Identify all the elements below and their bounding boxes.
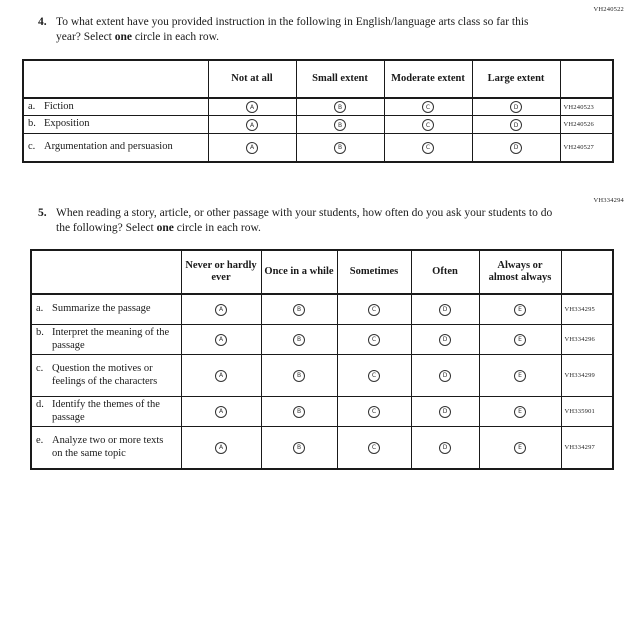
answer-circle[interactable]: D <box>510 142 522 154</box>
row-code: VH240526 <box>560 116 613 134</box>
column-header: Not at all <box>208 60 296 98</box>
answer-circle[interactable]: E <box>514 442 526 454</box>
row-label <box>31 294 181 324</box>
q4-text: To what extent have you provided instruction in the following in English/language arts class so far this year? Select one circle in each row. <box>56 16 529 43</box>
answer-circle[interactable]: A <box>215 370 227 382</box>
answer-circle[interactable]: B <box>293 370 305 382</box>
answer-circle[interactable]: C <box>368 442 380 454</box>
row-text: Analyze two or more texts on the same topic <box>52 434 164 459</box>
q5-number: 5. <box>38 206 47 219</box>
row-text: Fiction <box>44 100 74 112</box>
answer-circle[interactable]: C <box>368 334 380 346</box>
q4-header-empty <box>23 60 208 98</box>
q5-header-code-empty <box>561 250 613 294</box>
answer-circle[interactable]: B <box>293 406 305 418</box>
table-row <box>31 427 613 469</box>
answer-circle[interactable]: C <box>422 101 434 113</box>
answer-circle[interactable]: A <box>215 304 227 316</box>
answer-circle[interactable]: D <box>439 370 451 382</box>
table-row <box>31 294 613 324</box>
row-letter: c. <box>28 141 36 153</box>
answer-circle[interactable]: C <box>422 119 434 131</box>
answer-circle[interactable]: E <box>514 406 526 418</box>
column-header: Large extent <box>472 60 560 98</box>
column-header: Never or hardly ever <box>181 250 261 294</box>
answer-circle[interactable]: A <box>215 406 227 418</box>
q4-form-code: VH240522 <box>593 6 624 13</box>
column-header: Often <box>411 250 479 294</box>
answer-circle[interactable]: A <box>246 101 258 113</box>
table-row <box>23 116 613 134</box>
answer-circle[interactable]: A <box>246 142 258 154</box>
row-code: VH334296 <box>561 324 613 354</box>
table-row <box>23 98 613 116</box>
row-code: VH240523 <box>560 98 613 116</box>
table-row <box>31 355 613 397</box>
table-row <box>31 397 613 427</box>
row-code: VH334295 <box>561 294 613 324</box>
q4-header-code-empty <box>560 60 613 98</box>
answer-circle[interactable]: D <box>439 304 451 316</box>
answer-circle[interactable]: D <box>439 406 451 418</box>
answer-circle[interactable]: B <box>334 142 346 154</box>
column-header: Always or almost always <box>479 250 561 294</box>
column-header: Sometimes <box>337 250 411 294</box>
answer-circle[interactable]: E <box>514 370 526 382</box>
q4-header-row <box>23 60 613 98</box>
answer-circle[interactable]: C <box>368 370 380 382</box>
answer-circle[interactable]: A <box>215 442 227 454</box>
q5-question <box>38 206 558 236</box>
q5-form-code: VH334294 <box>593 196 624 204</box>
answer-circle[interactable]: E <box>514 304 526 316</box>
answer-circle[interactable]: B <box>334 119 346 131</box>
column-header: Once in a while <box>261 250 337 294</box>
row-code: VH334297 <box>561 427 613 469</box>
row-letter: a. <box>28 100 36 112</box>
row-label <box>31 324 181 354</box>
q5-text: When reading a story, article, or other passage with your students, how often do you ask your students to do the following? Select one circle in each row. <box>56 206 553 234</box>
answer-circle[interactable]: A <box>215 334 227 346</box>
answer-circle[interactable]: B <box>334 101 346 113</box>
row-label <box>31 397 181 427</box>
answer-circle[interactable]: C <box>368 406 380 418</box>
row-text: Identify the themes of the passage <box>52 399 160 423</box>
row-text: Argumentation and persuasion <box>44 141 173 153</box>
answer-circle[interactable]: A <box>246 119 258 131</box>
answer-circle[interactable]: D <box>510 101 522 113</box>
answer-circle[interactable]: C <box>368 304 380 316</box>
q5-header-row <box>31 250 613 294</box>
row-label <box>31 355 181 397</box>
row-text: Question the motives or feelings of the characters <box>52 363 158 387</box>
column-header: Small extent <box>296 60 384 98</box>
answer-circle[interactable]: E <box>514 334 526 346</box>
answer-circle[interactable]: B <box>293 334 305 346</box>
row-label <box>23 98 208 116</box>
row-label <box>23 116 208 134</box>
row-letter: a. <box>36 303 44 315</box>
q4-number: 4. <box>38 16 47 28</box>
row-letter: c. <box>36 363 44 375</box>
row-letter: b. <box>36 326 44 338</box>
row-letter: e. <box>36 434 44 446</box>
answer-circle[interactable]: D <box>439 442 451 454</box>
answer-circle[interactable]: B <box>293 304 305 316</box>
row-label <box>23 134 208 162</box>
answer-circle[interactable]: C <box>422 142 434 154</box>
q4-question <box>38 15 558 45</box>
row-text: Exposition <box>44 118 90 130</box>
table-row <box>31 324 613 354</box>
row-text: Interpret the meaning of the passage <box>52 326 170 351</box>
q5-table <box>30 249 614 469</box>
row-label <box>31 427 181 469</box>
table-row <box>23 134 613 162</box>
answer-circle[interactable]: D <box>439 334 451 346</box>
answer-circle[interactable]: D <box>510 119 522 131</box>
row-letter: b. <box>28 118 36 130</box>
row-code: VH240527 <box>560 134 613 162</box>
row-code: VH335901 <box>561 397 613 427</box>
row-text: Summarize the passage <box>52 303 151 315</box>
column-header: Moderate extent <box>384 60 472 98</box>
answer-circle[interactable]: B <box>293 442 305 454</box>
row-code: VH334299 <box>561 355 613 397</box>
row-letter: d. <box>36 399 44 411</box>
q4-table <box>22 59 614 163</box>
q5-header-empty <box>31 250 181 294</box>
